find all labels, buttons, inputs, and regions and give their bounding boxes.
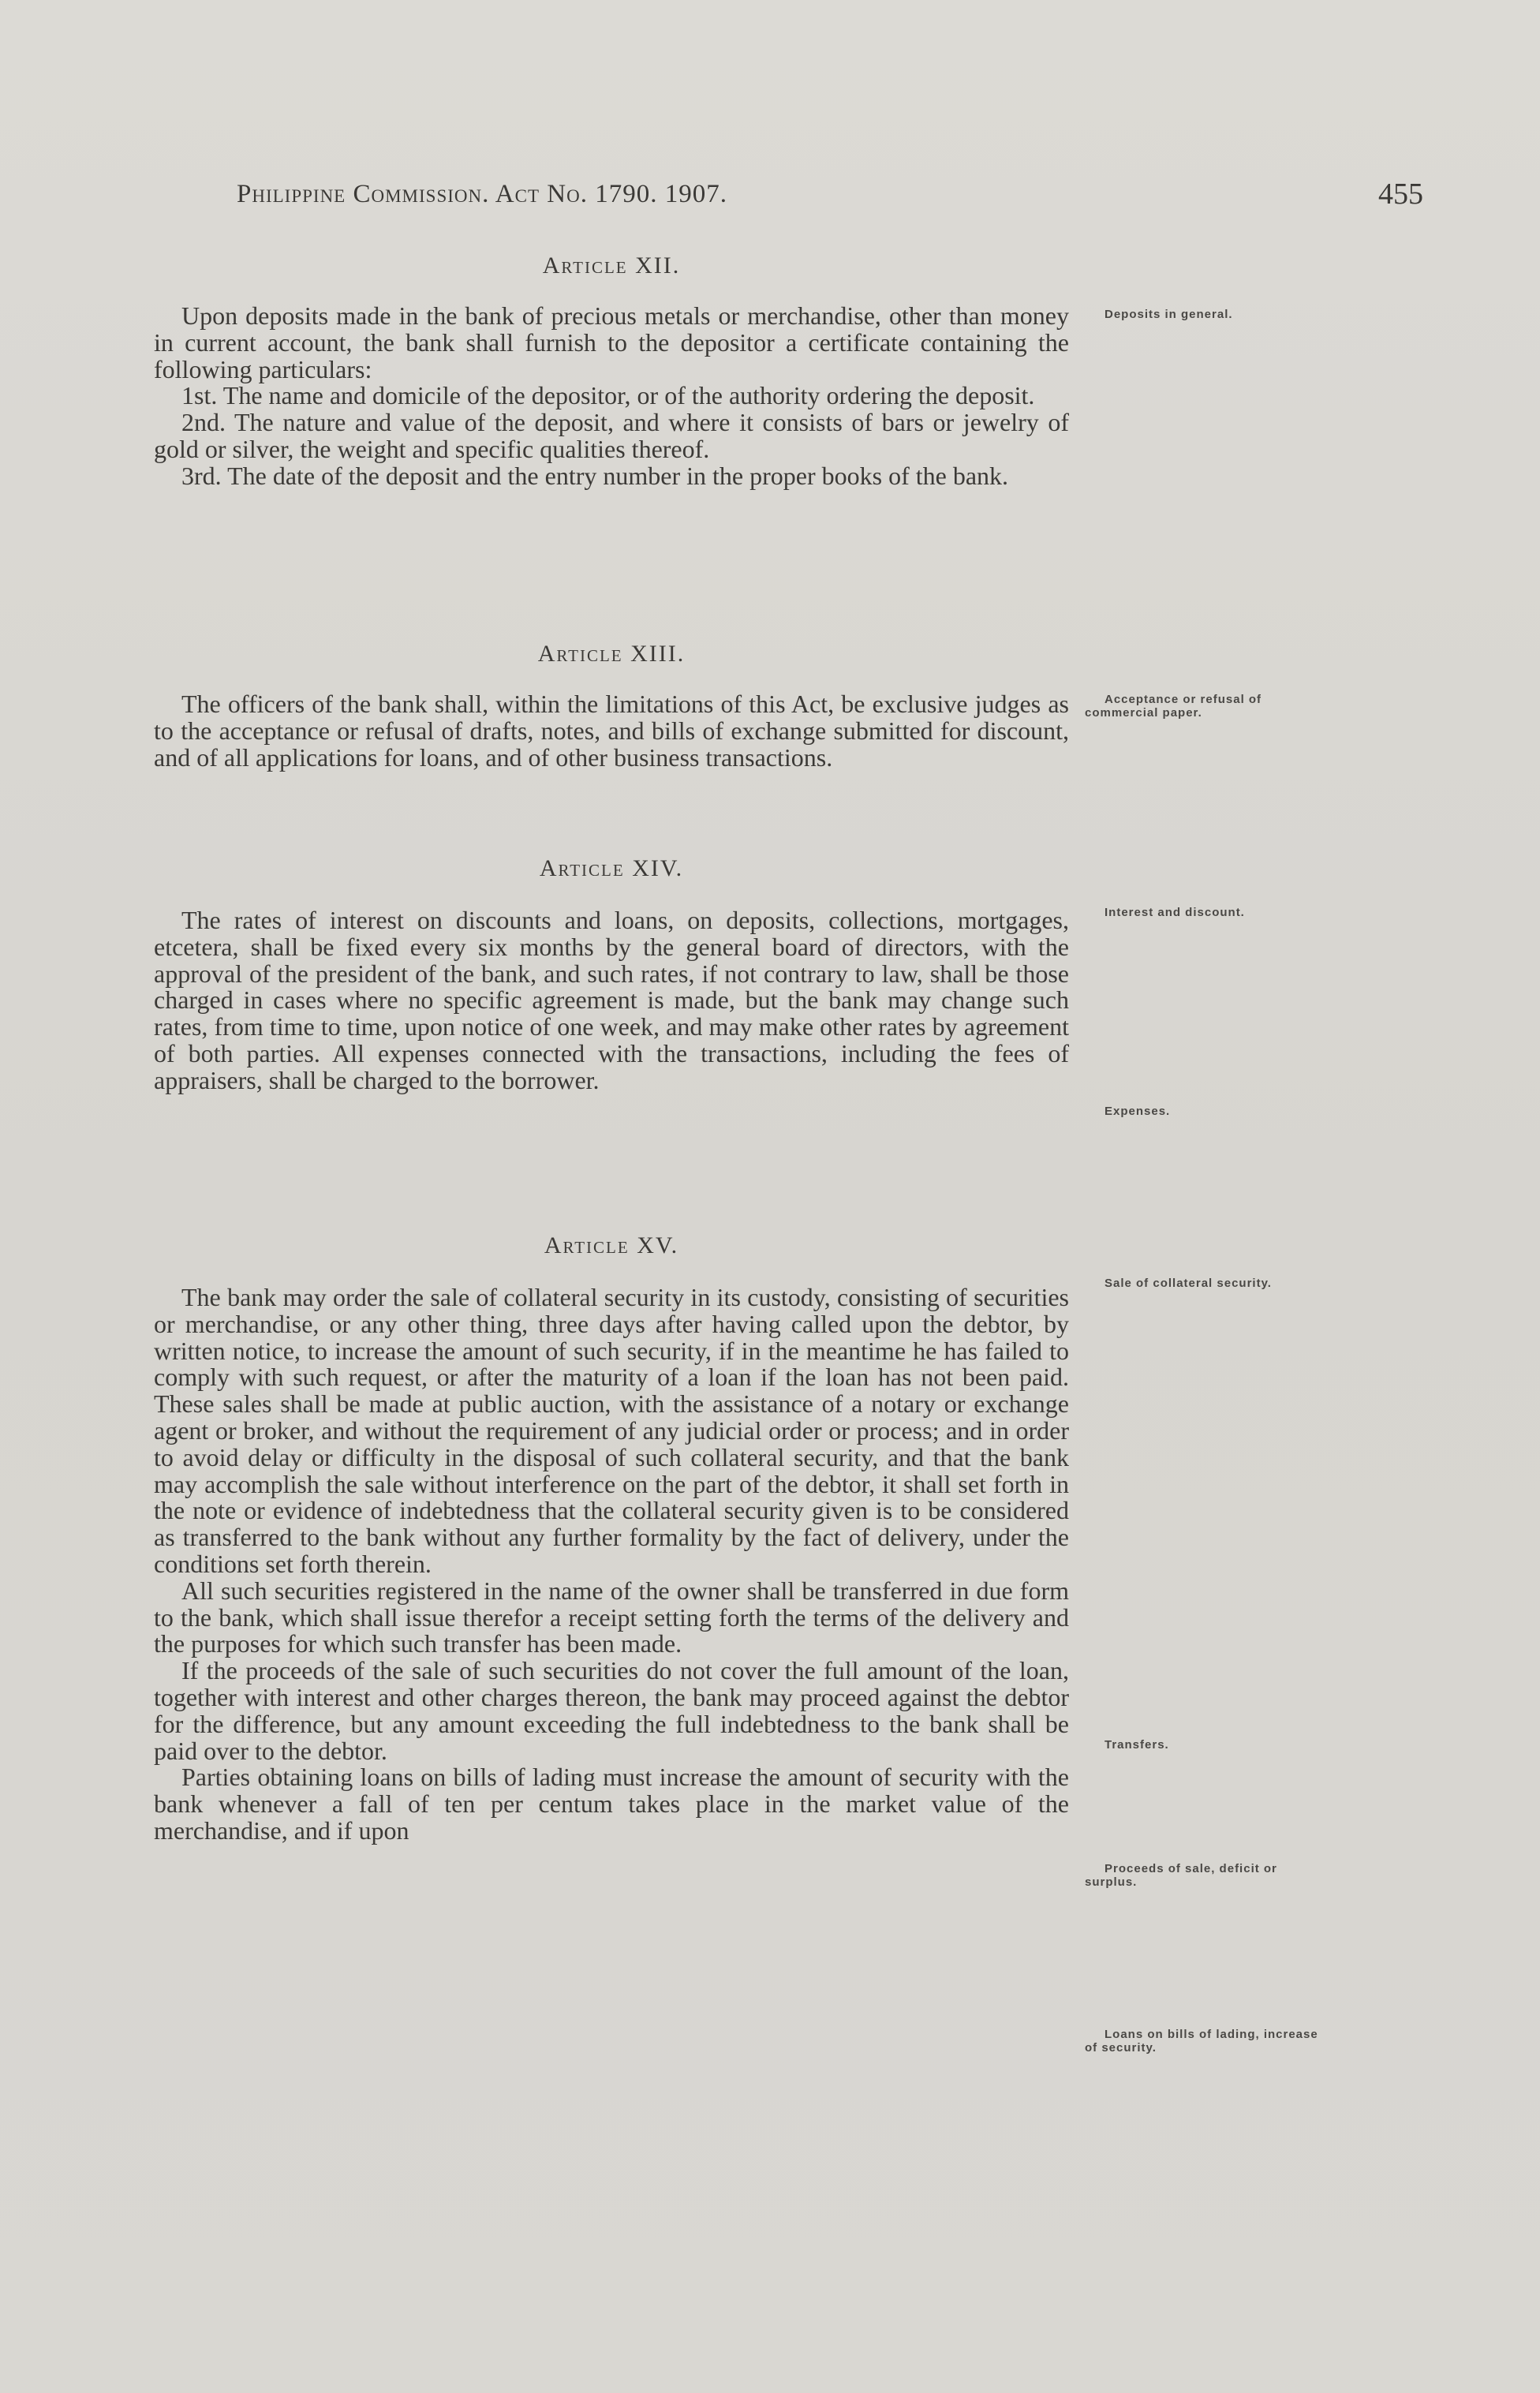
article-xiii-paragraph: The officers of the bank shall, within the limitations of this Act, be exclusive judges as to the acceptance or refusal of drafts, notes, and bills of exchange submitted for discount, and of all applications for loans, and of other business transactions. [154,690,1069,772]
article-xv-paragraph: If the proceeds of the sale of such securities do not cover the full amount of the loan, together with interest and other charges thereon, the bank may proceed against the debtor for the difference, but any amount exceeding the full indebtedness to the bank shall be paid over to the debtor. [154,1656,1069,1765]
margin-note-deposits: Deposits in general. [1105,308,1233,321]
article-xv-paragraph: All such securities registered in the name of the owner shall be transferred in due form to the bank, which shall issue therefor a receipt setting forth the terms of the delivery and the purposes for which such transfer has been made. [154,1576,1069,1658]
margin-note-expenses: Expenses. [1105,1105,1171,1118]
article-xiv-heading: Article XIV. [539,855,684,881]
article-xv-paragraph: The bank may order the sale of collateral security in its custody, consisting of securities or merchandise, or any other thing, three days after having called upon the debtor, by written notice, to increase the amount of such security, if in the meantime he has failed to comply with such request, or after the maturity of a loan if the loan has not been paid. These sales shall be made at public auction, with the assistance of a notary or exchange agent or broker, and without the requirement of any judicial order or process; and in order to avoid delay or difficulty in the disposal of such collateral security, and that the bank may accomplish the sale without interference on the part of the debtor, it shall set forth in the note or evidence of indebtedness that the collateral security given is to be considered as transferred to the bank without any further formality by the fact of delivery, under the conditions set forth therein. [154,1283,1069,1578]
article-xii-heading: Article XII. [542,252,681,279]
margin-note-loans-bills: Loans on bills of lading, increase of security. [1085,2028,1318,2055]
page-number: 455 [1378,178,1423,211]
article-xiv-paragraph: The rates of interest on discounts and loans, on deposits, collections, mortgages, etcetera, shall be fixed every six months by the general board of directors, with the approval of the president of the bank, and such rates, if not contrary to law, shall be those charged in cases where no specific agreement is made, but the bank may change such rates, from time to time, upon notice of one week, and may make other rates by agreement of both parties. All expenses connected with the transactions, including the fees of appraisers, shall be charged to the borrower. [154,906,1069,1094]
article-xv-body [154,1284,1069,1845]
article-xv-paragraph: Parties obtaining loans on bills of lading must increase the amount of security with the bank whenever a fall of ten per centum takes place in the market value of the merchandise, and if upon [154,1763,1069,1845]
article-xiii-body [154,691,1069,771]
article-xii-paragraph: Upon deposits made in the bank of precious metals or merchandise, other than money in current account, the bank shall furnish to the depositor a certificate containing the following particulars: [154,301,1069,383]
article-xii-paragraph: 1st. The name and domicile of the depositor, or of the authority ordering the deposit. [181,381,1035,410]
margin-note-proceeds: Proceeds of sale, deficit or surplus. [1085,1862,1277,1889]
article-xii-body [154,303,1069,490]
article-xiii-heading: Article XIII. [537,641,686,667]
article-xii-paragraph: 2nd. The nature and value of the deposit, and where it consists of bars or jewelry of gold or silver, the weight and specific qualities thereof. [154,408,1069,463]
running-head: Philippine Commission. Act No. 1790. 1907. [237,180,727,208]
margin-note-acceptance: Acceptance or refusal of commercial paper. [1085,693,1262,720]
margin-note-sale-collateral: Sale of collateral security. [1105,1277,1272,1290]
margin-note-transfers: Transfers. [1105,1738,1169,1752]
article-xiv-body [154,907,1069,1094]
margin-note-interest: Interest and discount. [1105,906,1245,919]
page-header [0,177,1540,224]
article-xv-heading: Article XV. [544,1232,679,1258]
article-xii-paragraph: 3rd. The date of the deposit and the entry number in the proper books of the bank. [181,461,1009,490]
